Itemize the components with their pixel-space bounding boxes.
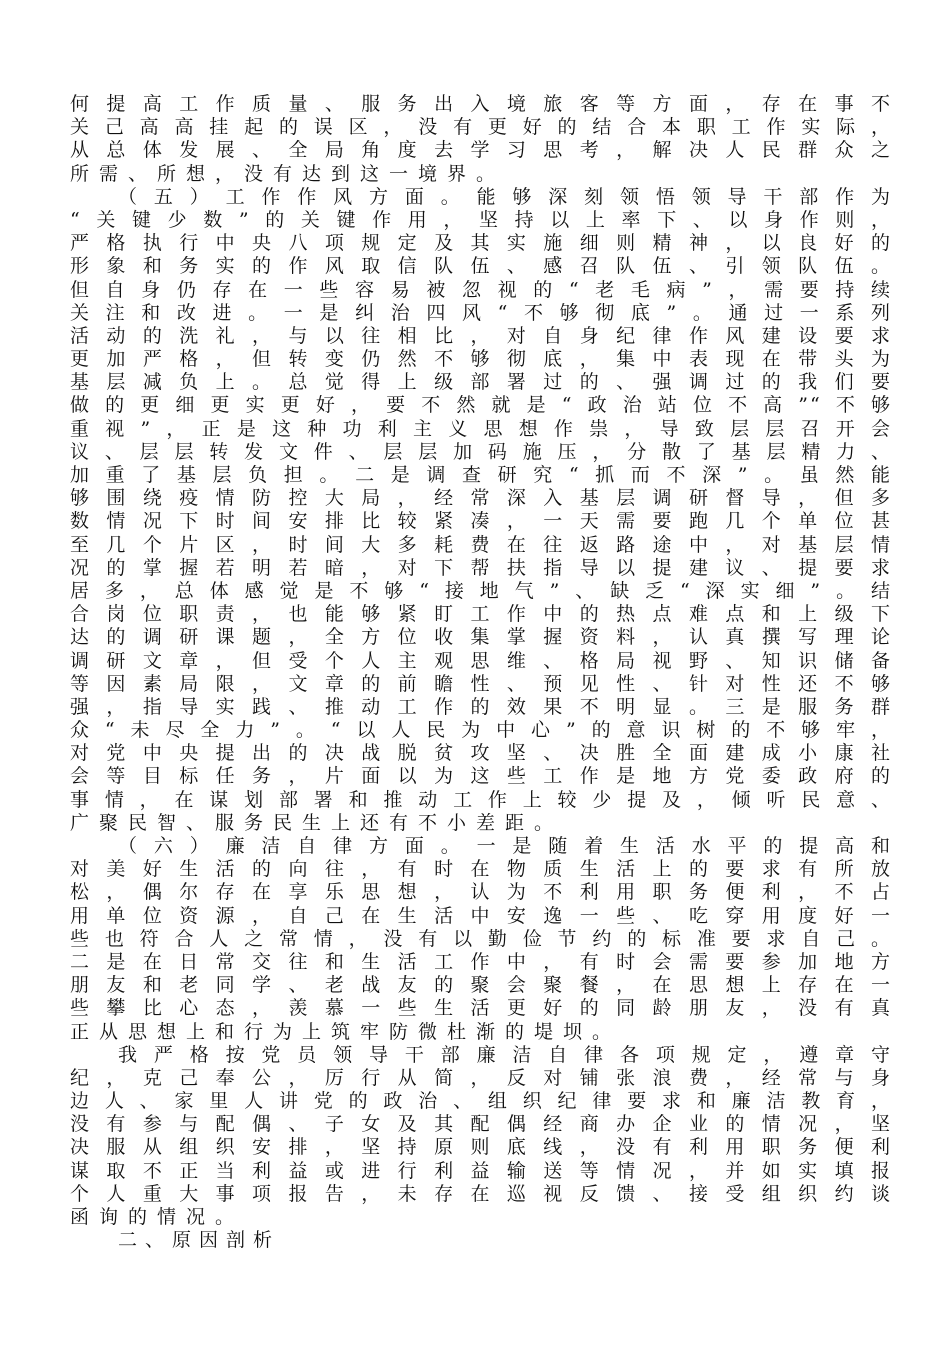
- text-line: （六）廉洁自律方面。一是随着生活水平的提高和: [118, 835, 892, 857]
- text-line: 纪，克己奉公，厉行从简，反对铺张浪费，经常与身: [70, 1066, 892, 1089]
- text-line: 二是在日常交往和生活工作中，有时会需要参加地方: [70, 950, 892, 973]
- text-line: 但自身仍存在一些容易被忽视的“老毛病”，需要持续: [70, 278, 892, 301]
- text-line: 基层减负上。总觉得上级部署过的、强调过的我们要: [70, 371, 892, 394]
- text-line: （五）工作作风方面。能够深刻领悟领导干部作为: [118, 185, 892, 208]
- text-line: “关键少数”的关键作用，坚持以上率下、以身作则，: [70, 208, 892, 231]
- text-line: 数情况下时间安排比较紧凑，一天需要跑几个单位甚: [70, 510, 892, 533]
- text-line: 等因素局限，文章的前瞻性、预见性、针对性还不够: [70, 672, 892, 695]
- text-line: 些也符合人之常情，没有以勤俭节约的标准要求自己。: [70, 927, 892, 950]
- text-line: 从总体发展、全局角度去学习思考，解决人民群众之: [70, 139, 892, 162]
- text-line: 议、层层转发文件、层层加码施压，分散了基层精力、: [70, 440, 892, 463]
- text-line: 加重了基层负担。二是调查研究“抓而不深”。虽然能: [70, 464, 892, 486]
- text-line: 函询的情况。: [70, 1206, 245, 1228]
- text-line: 居多，总体感觉是不够“接地气”、缺乏“深实细”。结: [70, 579, 892, 602]
- text-line: 用单位资源，自己在生活中安逸一些、吃穿用度好一: [70, 904, 892, 927]
- text-line: 更加严格，但转变仍然不够彻底，集中表现在带头为: [70, 348, 892, 371]
- text-line: 松，偶尔存在享乐思想，认为不利用职务便利，不占: [70, 881, 892, 904]
- text-line: 关己高高挂起的误区，没有更好的结合本职工作实际，: [70, 116, 892, 139]
- text-line: 形象和务实的作风取信队伍、感召队伍、引领队伍。: [70, 255, 892, 278]
- text-line: 个人重大事项报告，未存在巡视反馈、接受组织约谈: [70, 1182, 892, 1205]
- text-line: 所需、所想，没有达到这一境界。: [70, 162, 506, 185]
- text-line: 够围绕疫情防控大局，经常深入基层调研督导，但多: [70, 487, 892, 510]
- text-line: 边人、家里人讲党的政治、组织纪律要求和廉洁教育，: [70, 1090, 892, 1113]
- text-line: 对美好生活的向往，有时在物质生活上的要求有所放: [70, 858, 892, 881]
- text-line: 我严格按党员领导干部廉洁自律各项规定，遵章守: [118, 1043, 892, 1066]
- text-line: 众“未尽全力”。“以人民为中心”的意识树的不够牢，: [70, 719, 892, 742]
- text-line: 达的调研课题，全方位收集掌握资料，认真撰写理论: [70, 626, 892, 649]
- section-heading: 二、原因剖析: [118, 1229, 281, 1252]
- text-line: 做的更细更实更好，要不然就是“政治站位不高”“不够: [70, 394, 892, 417]
- text-line: 重视”，正是这种功利主义思想作祟，导致层层召开会: [70, 417, 892, 440]
- text-line: 活动的洗礼，与以往相比，对自身纪律作风建设要求: [70, 324, 892, 347]
- text-line: 况的掌握若明若暗，对下帮扶指导以提建议、提要求: [70, 556, 892, 579]
- text-line: 何提高工作质量、服务出入境旅客等方面，存在事不: [70, 93, 892, 115]
- text-line: 正从思想上和行为上筑牢防微杜渐的堤坝。: [70, 1020, 622, 1043]
- text-line: 谋取不正当利益或进行利益输送等情况，并如实填报: [70, 1159, 892, 1182]
- document-page: [70, 93, 892, 1252]
- text-line: 调研文章，但受个人主观思维、格局视野、知识储备: [70, 649, 892, 672]
- text-line: 会等目标任务，片面以为这些工作是地方党委政府的: [70, 765, 892, 788]
- text-line: 对党中央提出的决战脱贫攻坚、决胜全面建成小康社: [70, 742, 892, 765]
- text-line: 没有参与配偶、子女及其配偶经商办企业的情况，坚: [70, 1113, 892, 1136]
- text-line: 严格执行中央八项规定及其实施细则精神，以良好的: [70, 232, 892, 255]
- text-line: 决服从组织安排，坚持原则底线，没有利用职务便利: [70, 1136, 892, 1159]
- text-line: 事情，在谋划部署和推动工作上较少提及，倾听民意、: [70, 788, 892, 811]
- text-line: 朋友和老同学、老战友的聚会聚餐，在思想上存在一: [70, 974, 892, 997]
- text-line: 关注和改进。一是纠治四风“不够彻底”。通过一系列: [70, 301, 892, 324]
- text-line: 强，指导实践、推动工作的效果不明显。三是服务群: [70, 695, 892, 718]
- text-line: 些攀比心态，羡慕一些生活更好的同龄朋友，没有真: [70, 997, 892, 1020]
- text-line: 合岗位职责，也能够紧盯工作中的热点难点和上级下: [70, 603, 892, 626]
- text-line: 广聚民智、服务民生上还有不小差距。: [70, 811, 564, 834]
- text-line: 至几个片区，时间大多耗费在往返路途中，对基层情: [70, 533, 892, 556]
